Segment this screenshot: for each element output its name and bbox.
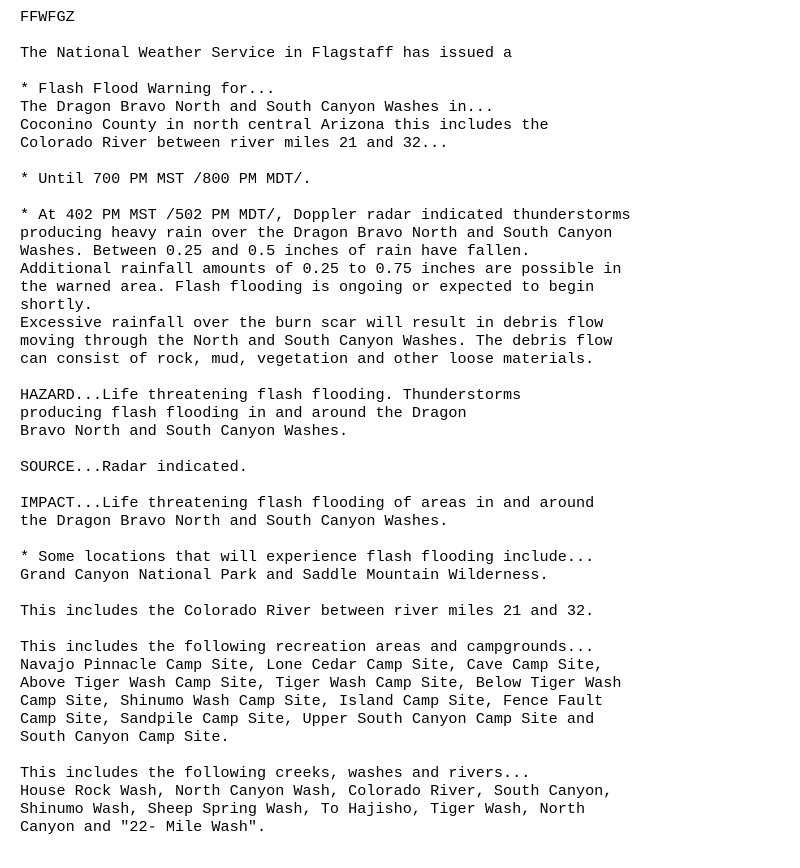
event-details: * At 402 PM MST /502 PM MDT/, Doppler radar indicated thunderstorms producing heavy rain over the Dragon Bravo North and South Canyon Washes. Between 0.25 and 0.5 inches of rain have fallen. Additional rainfall amounts of 0.25 to 0.75 inches are possible in the warned area. Flash flooding is ongoing or expected to begin shortly. Excessive rainfall over the burn scar will result in debris flow moving through the North and South Canyon Washes. The debris flow can consist of rock, mud, vegetation and other loose materials. [20, 206, 631, 368]
affected-locations: * Some locations that will experience flash flooding include... Grand Canyon National Park and Saddle Mountain Wilderness. [20, 548, 595, 584]
product-header: FFWFGZ [20, 8, 75, 26]
creeks-washes-rivers: This includes the following creeks, washes and rivers... House Rock Wash, North Canyon Wash, Colorado River, South Canyon, Shinumo Wash, Sheep Spring Wash, To Hajisho, Tiger Wash, North Canyon and "22- Mile Wash". [20, 764, 613, 836]
warning-area: * Flash Flood Warning for... The Dragon Bravo North and South Canyon Washes in... Coconino County in north central Arizona this includes the Colorado River between river miles 21 and 32... [20, 80, 549, 152]
issuance-statement: The National Weather Service in Flagstaff has issued a [20, 44, 513, 62]
recreation-areas: This includes the following recreation areas and campgrounds... Navajo Pinnacle Camp Site, Lone Cedar Camp Site, Cave Camp Site, Above Tiger Wash Camp Site, Tiger Wash Camp Site, Below Tiger Wash Camp Site, Shinumo Wash Camp Site, Island Camp Site, Fence Fault Camp Site, Sandpile Camp Site, Upper South Canyon Camp Site and South Canyon Camp Site. [20, 638, 622, 746]
river-miles-statement: This includes the Colorado River between river miles 21 and 32. [20, 602, 595, 620]
flash-flood-warning-bulletin [20, 8, 780, 836]
impact-statement: IMPACT...Life threatening flash flooding of areas in and around the Dragon Bravo North and South Canyon Washes. [20, 494, 595, 530]
source-statement: SOURCE...Radar indicated. [20, 458, 248, 476]
valid-until: * Until 700 PM MST /800 PM MDT/. [20, 170, 312, 188]
hazard-statement: HAZARD...Life threatening flash flooding. Thunderstorms producing flash flooding in and around the Dragon Bravo North and South Canyon Washes. [20, 386, 522, 440]
